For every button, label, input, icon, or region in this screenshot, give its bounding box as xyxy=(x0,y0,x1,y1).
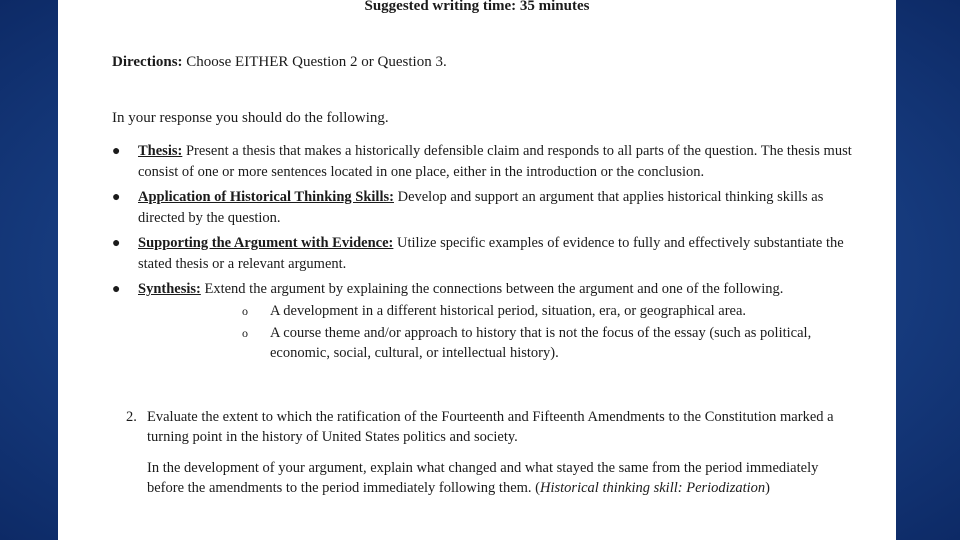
question-prompt: Evaluate the extent to which the ratification of the Fourteenth and Fifteenth Amendments to the Constitution marked a turning point in the history of United States politics and society. xyxy=(147,409,834,445)
synthesis-options-list xyxy=(138,301,868,363)
bullet-icon: ● xyxy=(112,236,121,251)
question-2 xyxy=(126,407,846,447)
bullet-application xyxy=(108,187,868,229)
bullet-thesis xyxy=(108,141,868,183)
intro-text: In your response you should do the following. xyxy=(112,110,389,126)
bullet-text: Develop and support an argument that applies historical thinking skills as directed by the question. xyxy=(138,189,824,226)
suggested-time-heading: Suggested writing time: 35 minutes xyxy=(364,0,590,14)
synthesis-option xyxy=(242,323,868,363)
directions xyxy=(112,52,447,72)
synthesis-option xyxy=(242,301,868,321)
circle-bullet-icon: o xyxy=(242,304,248,318)
historical-skill: Historical thinking skill: Periodization xyxy=(540,480,766,496)
synthesis-option-text: A course theme and/or approach to history that is not the focus of the essay (such as political, economic, social, cultural, or intellectual history). xyxy=(270,325,812,361)
bullet-icon: ● xyxy=(112,282,121,297)
directions-label: Directions: xyxy=(112,54,183,70)
question-number: 2. xyxy=(126,409,137,425)
development-text: In the development of your argument, explain what changed and what stayed the same from the period immediately before the amendments to the period immediately following them. ( xyxy=(147,460,819,496)
requirements-list xyxy=(108,141,868,367)
document-page xyxy=(58,0,896,540)
question-development xyxy=(147,458,847,498)
bullet-term: Synthesis: xyxy=(138,281,201,297)
bullet-synthesis xyxy=(108,279,868,363)
synthesis-option-text: A development in a different historical period, situation, era, or geographical area. xyxy=(270,303,747,319)
bullet-term: Supporting the Argument with Evidence: xyxy=(138,235,394,251)
bullet-text: Present a thesis that makes a historically defensible claim and responds to all parts of the question. The thesis must consist of one or more sentences located in one place, either in the introduction or the conclusion. xyxy=(138,143,852,180)
bullet-icon: ● xyxy=(112,144,121,159)
bullet-evidence xyxy=(108,233,868,275)
bullet-term: Thesis: xyxy=(138,143,183,159)
bullet-term: Application of Historical Thinking Skills: xyxy=(138,189,394,205)
bullet-text: Extend the argument by explaining the connections between the argument and one of the following. xyxy=(200,281,784,297)
bullet-text: Utilize specific examples of evidence to fully and effectively substantiate the stated thesis or a relevant argument. xyxy=(138,235,844,272)
development-closing: ) xyxy=(765,480,770,496)
directions-text: Choose EITHER Question 2 or Question 3. xyxy=(182,54,447,70)
circle-bullet-icon: o xyxy=(242,326,248,340)
bullet-icon: ● xyxy=(112,190,121,205)
